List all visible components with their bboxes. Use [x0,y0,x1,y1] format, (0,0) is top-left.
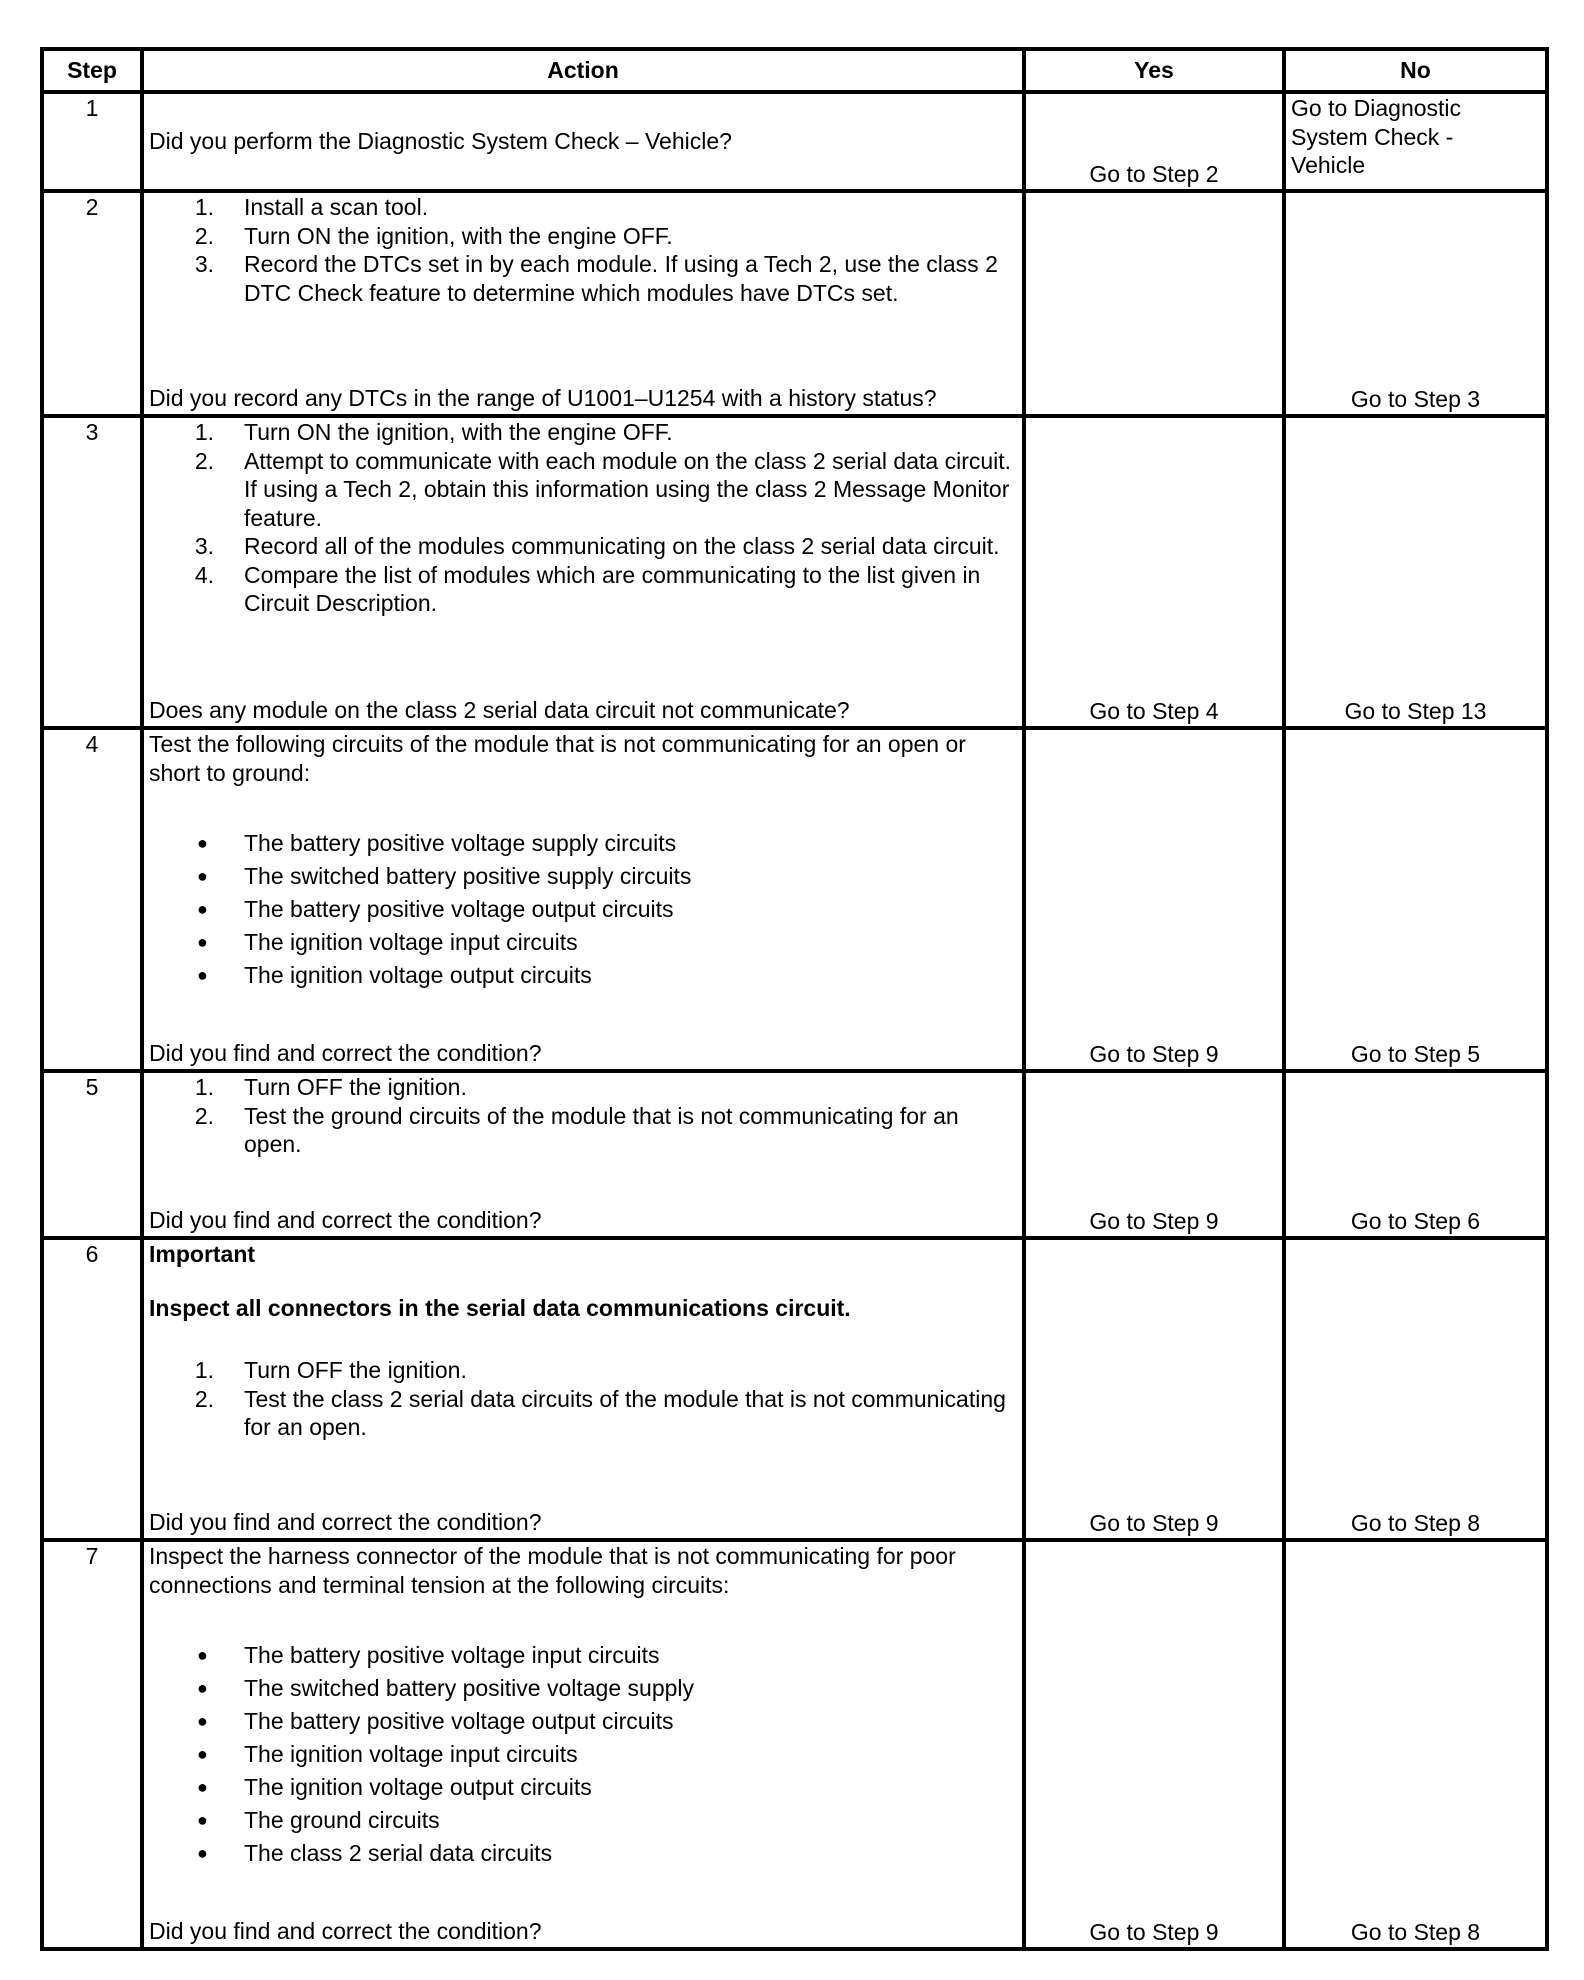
list-item: 1. Turn OFF the ignition. [194,1074,467,1100]
question-text: Did you find and correct the condition? [149,1206,542,1233]
intro-text: Test the following circuits of the module that is not communicating for an open or short to ground: [149,731,966,786]
procedure-list [149,418,1017,618]
list-item: ● The ignition voltage input circuits [197,1741,578,1768]
table-row [42,1540,1547,1949]
no-link[interactable]: Go to Step 5 [1350,1040,1481,1067]
yes-link[interactable]: Go to Step 9 [1089,1509,1219,1536]
yes-link[interactable]: Go to Step 4 [1089,697,1219,724]
action-cell [142,92,1024,191]
no-cell [1284,728,1547,1071]
procedure-list [149,1073,1017,1159]
list-item: ● The battery positive voltage output circuits [197,896,674,923]
action-cell [142,416,1024,728]
no-cell [1284,92,1547,191]
table-row [42,191,1547,416]
procedure-list [149,1356,1017,1442]
question-text: Did you record any DTCs in the range of U1001–U1254 with a history status? [149,384,937,411]
question-text: Does any module on the class 2 serial data circuit not communicate? [149,696,850,723]
no-link[interactable]: Go to Step 6 [1350,1207,1481,1234]
no-link[interactable]: Go to Step 8 [1350,1918,1481,1945]
no-link[interactable]: Go to Step 8 [1350,1509,1481,1536]
list-item: ● The battery positive voltage supply circuits [197,830,677,857]
question-text: Did you find and correct the condition? [149,1039,542,1066]
action-cell [142,1238,1024,1540]
table-row [42,92,1547,191]
step-number: 3 [42,416,142,728]
step-number: 4 [42,728,142,1071]
table-header-row [42,49,1547,92]
no-cell [1284,416,1547,728]
question-text: Did you find and correct the condition? [149,1917,542,1944]
list-item: ● The ignition voltage input circuits [197,929,578,956]
list-item: ● The ignition voltage output circuits [197,1774,592,1801]
intro-text: Inspect the harness connector of the module that is not communicating for poor connections and terminal tension at the following circuits: [149,1543,956,1598]
yes-link[interactable]: Go to Step 9 [1089,1207,1219,1234]
list-item: ● The battery positive voltage output circuits [197,1708,674,1735]
yes-cell [1024,191,1284,416]
no-cell [1284,191,1547,416]
table-row [42,728,1547,1071]
no-cell [1284,1540,1547,1949]
list-item: ● The class 2 serial data circuits [197,1840,553,1867]
header-yes: Yes [1024,49,1284,92]
step-number: 1 [42,92,142,191]
no-link[interactable]: Go to Step 13 [1344,697,1487,724]
step-number: 2 [42,191,142,416]
no-link[interactable]: Go to Step 3 [1350,385,1481,412]
step-number: 6 [42,1238,142,1540]
list-item: 1. Turn ON the ignition, with the engine OFF. [194,419,673,445]
list-item: 2. Turn ON the ignition, with the engine OFF. [194,222,673,249]
table-row [42,1238,1547,1540]
list-item: 2. Test the class 2 serial data circuits of the module that is not communicating for an open. [194,1385,1006,1440]
no-cell [1284,1238,1547,1540]
header-step: Step [42,49,142,92]
yes-cell [1024,416,1284,728]
list-item: 3. Record the DTCs set in by each module. If using a Tech 2, use the class 2 DTC Check feature to determine which modules have DTCs set. [194,251,998,306]
table-row [42,416,1547,728]
list-item: ● The ground circuits [197,1807,440,1834]
list-item: ● The ignition voltage output circuits [197,962,592,989]
header-action: Action [142,49,1024,92]
list-item: 1. Install a scan tool. [194,194,429,220]
yes-cell [1024,92,1284,191]
diagnostic-table [40,47,1549,1951]
yes-cell [1024,728,1284,1071]
yes-link[interactable]: Go to Step 2 [1089,160,1219,187]
list-item: 4. Compare the list of modules which are communicating to the list given in Circuit Description. [194,561,981,616]
list-item: ● The switched battery positive voltage supply [197,1675,695,1702]
circuit-list [149,827,1017,992]
action-cell [142,191,1024,416]
list-item: 1. Turn OFF the ignition. [194,1357,467,1383]
yes-link[interactable]: Go to Step 9 [1089,1918,1219,1945]
important-text: Inspect all connectors in the serial data communications circuit. [149,1294,851,1321]
list-item: ● The switched battery positive supply circuits [197,863,692,890]
procedure-list [149,193,1017,307]
yes-cell [1024,1540,1284,1949]
list-item: 3. Record all of the modules communicating on the class 2 serial data circuit. [194,533,1000,559]
action-cell [142,1540,1024,1949]
step-number: 7 [42,1540,142,1949]
question-text: Did you find and correct the condition? [149,1508,542,1535]
list-item: 2. Attempt to communicate with each module on the class 2 serial data circuit. If using a Tech 2, obtain this information using the class 2 Message Monitor feature. [194,447,1012,531]
yes-cell [1024,1238,1284,1540]
action-cell [142,728,1024,1071]
question-text: Did you perform the Diagnostic System Check – Vehicle? [149,128,732,155]
important-label: Important [149,1241,256,1267]
no-cell [1284,1071,1547,1238]
step-number: 5 [42,1071,142,1238]
no-link[interactable]: Go to Diagnostic System Check - Vehicle [1291,95,1462,178]
list-item: ● The battery positive voltage input circuits [197,1642,660,1669]
header-no: No [1284,49,1547,92]
action-cell [142,1071,1024,1238]
yes-cell [1024,1071,1284,1238]
circuit-list [149,1639,1017,1870]
table-row [42,1071,1547,1238]
list-item: 2. Test the ground circuits of the module that is not communicating for an open. [194,1102,959,1157]
yes-link[interactable]: Go to Step 9 [1089,1040,1219,1067]
